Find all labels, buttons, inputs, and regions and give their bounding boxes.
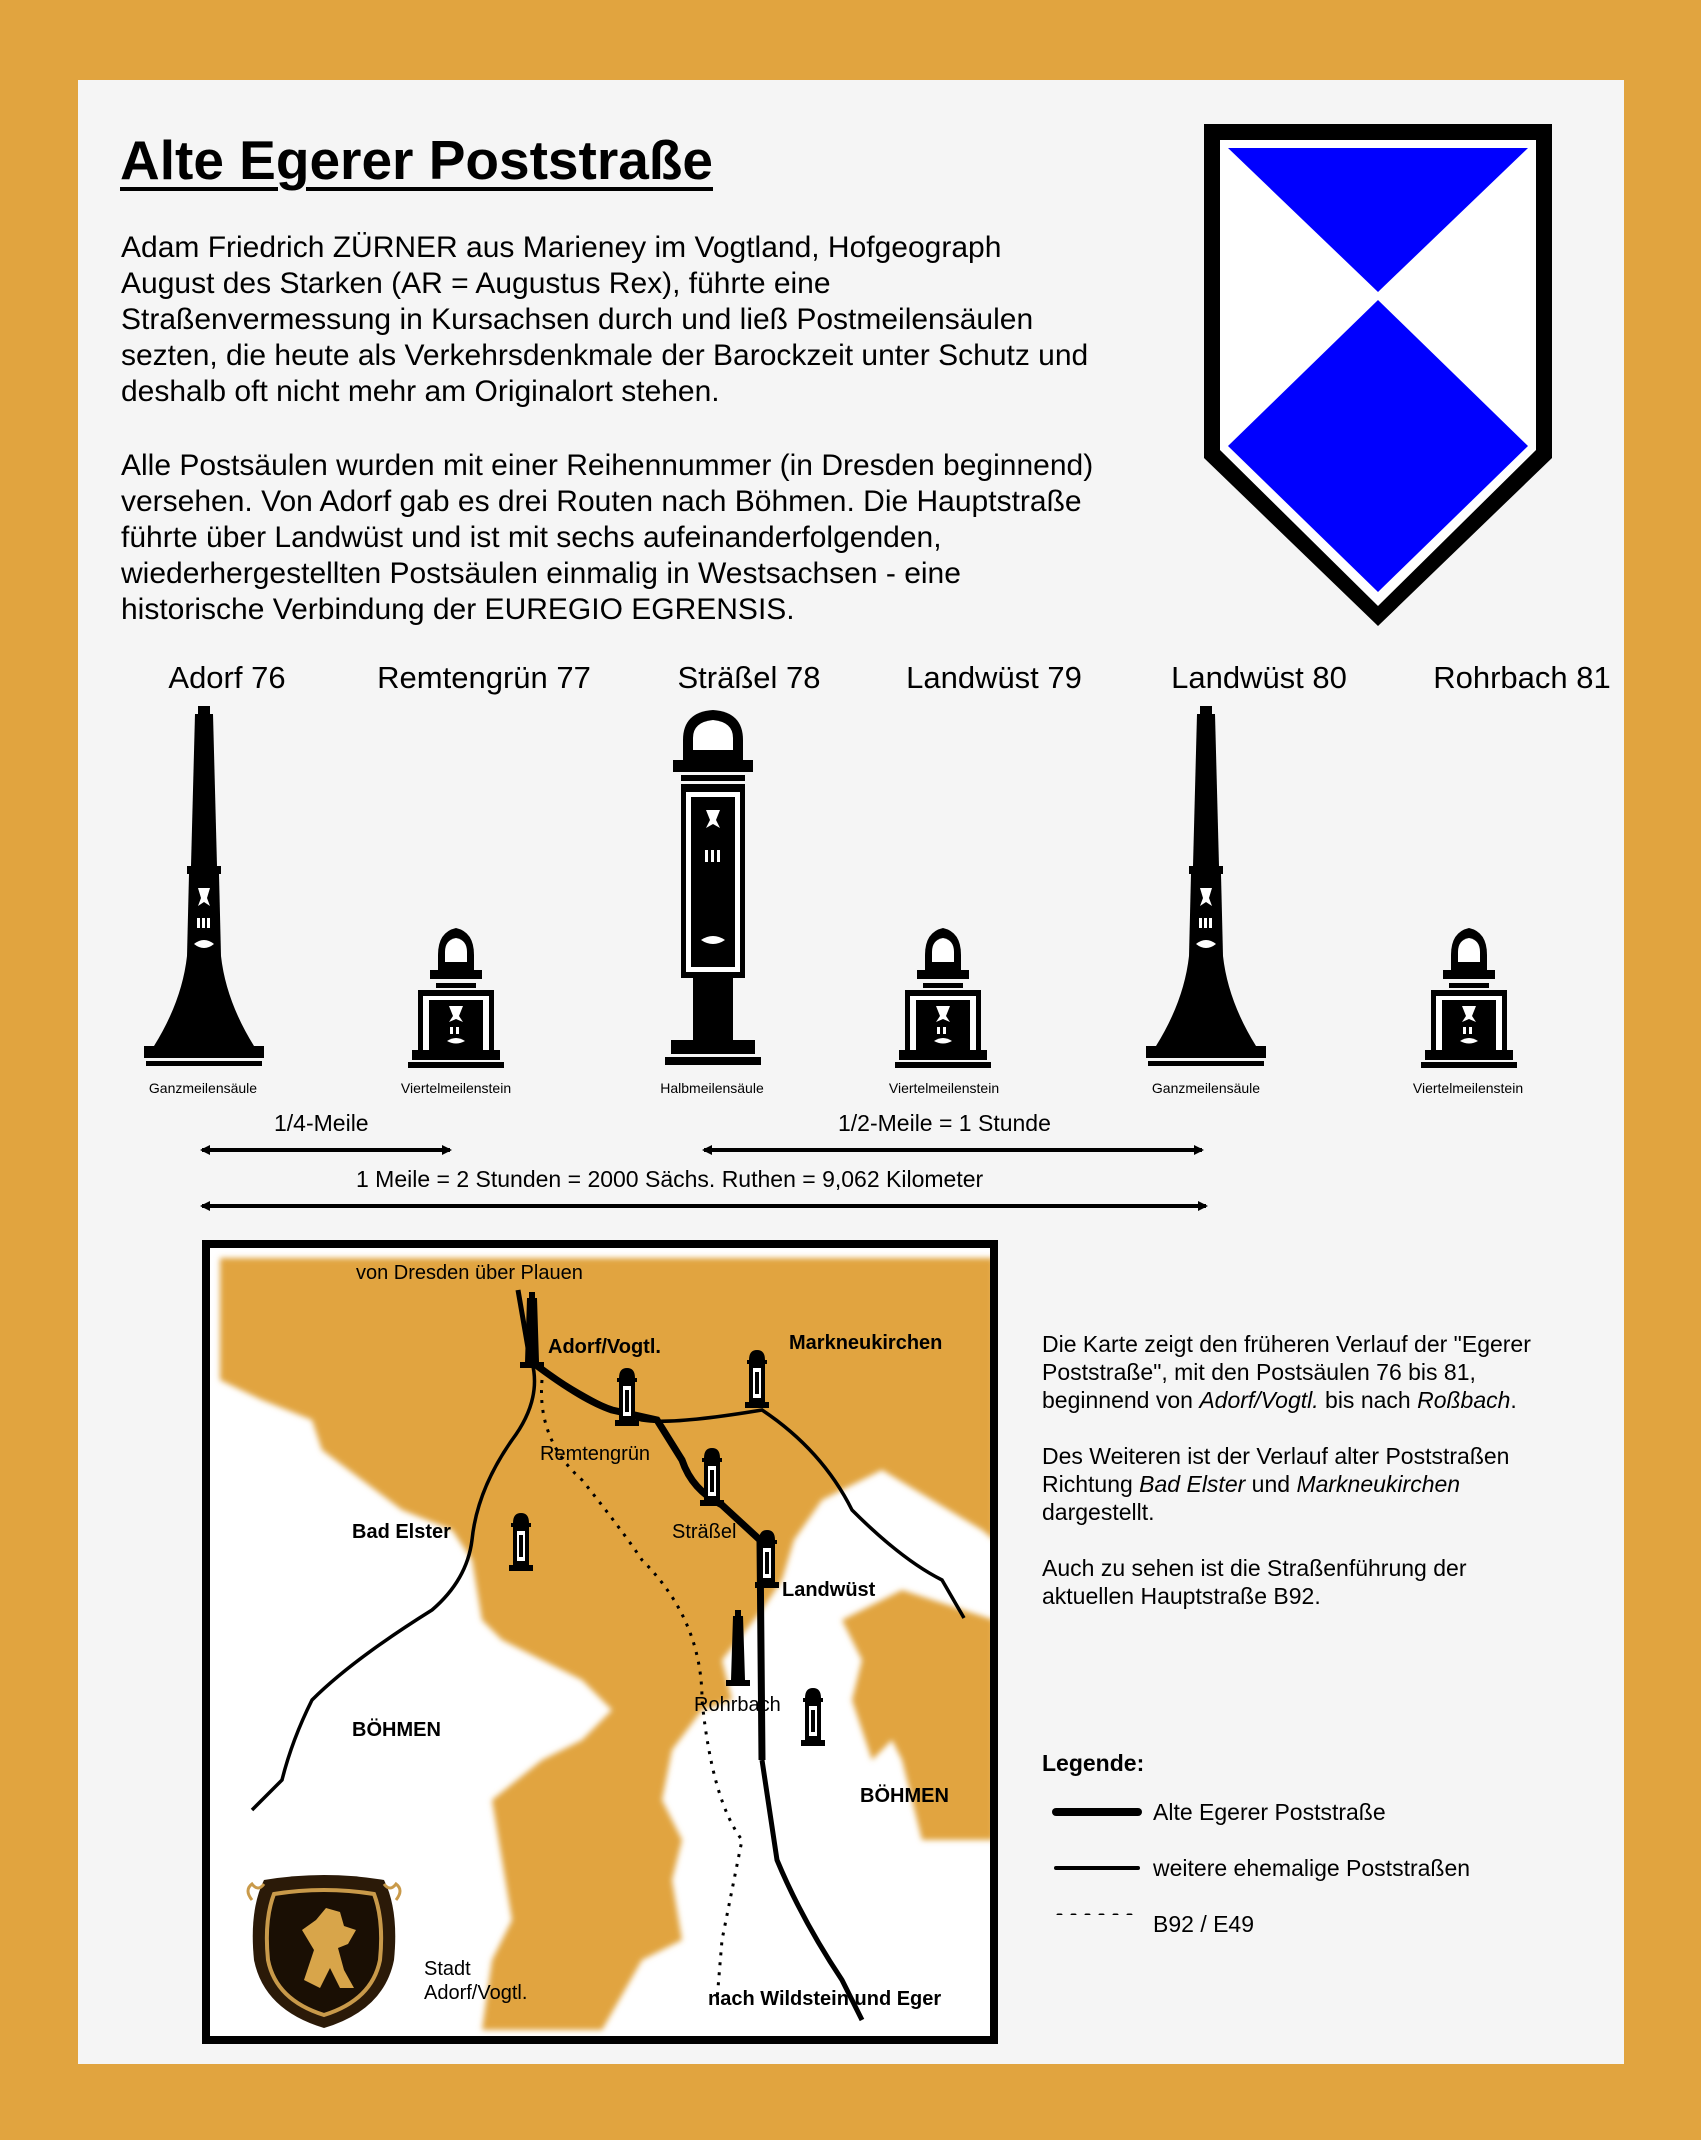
intro-line: historische Verbindung der EUREGIO EGRENSIS.	[121, 593, 795, 626]
route-map	[202, 1240, 998, 2044]
poster-panel	[78, 80, 1624, 2064]
adorf-coat-of-arms-icon	[244, 1870, 404, 2035]
map-label-bad-elster: Bad Elster	[352, 1521, 451, 1543]
intro-line: deshalb oft nicht mehr am Originalort stehen.	[121, 375, 720, 408]
column-name-rohrbach: Rohrbach 81	[1433, 660, 1611, 695]
column-name-landwuest-80: Landwüst 80	[1171, 660, 1347, 695]
intro-line: Straßenvermessung in Kursachsen durch und ließ Postmeilensäulen	[121, 303, 1034, 336]
map-label-stadt: Stadt	[424, 1958, 471, 1980]
column-type-caption: Viertelmeilenstein	[1412, 1080, 1524, 1096]
map-label-landwuest: Landwüst	[782, 1579, 876, 1601]
column-name-remtengruen: Remtengrün 77	[377, 660, 591, 695]
map-label-adorf: Adorf/Vogtl.	[548, 1336, 661, 1358]
legend-item-b92: B92 / E49	[1153, 1911, 1255, 1937]
intro-paragraph-1	[121, 230, 1121, 410]
map-label-rohrbach: Rohrbach	[694, 1694, 781, 1716]
legend-swatches	[1042, 1785, 1152, 1915]
coat-of-arms-shield-icon	[1198, 118, 1558, 638]
column-name-landwuest-79: Landwüst 79	[906, 660, 1082, 695]
scale-quarter-mile-label: 1/4-Meile	[274, 1110, 369, 1136]
column-type-caption: Halbmeilensäule	[660, 1080, 764, 1096]
intro-line: wiederhergestellten Postsäulen einmalig in Westsachsen - eine	[121, 557, 961, 590]
intro-line: führte über Landwüst und ist mit sechs aufeinanderfolgenden,	[121, 521, 942, 554]
intro-line: Adam Friedrich ZÜRNER aus Marieney im Vogtland, Hofgeograph	[121, 231, 1002, 264]
intro-line: sezten, die heute als Verkehrsdenkmale der Barockzeit unter Schutz und	[121, 339, 1089, 372]
scale-half-mile-label: 1/2-Meile = 1 Stunde	[838, 1110, 1051, 1136]
map-label-boehmen-west: BÖHMEN	[352, 1719, 441, 1741]
description-paragraph-3: Auch zu sehen ist die Straßenführung der aktuellen Hauptstraße B92.	[1042, 1555, 1467, 1609]
description-paragraph-2: Des Weiteren ist der Verlauf alter Poststraßen Richtung Bad Elster und Markneukirchen dargestellt.	[1042, 1443, 1510, 1525]
intro-line: versehen. Von Adorf gab es drei Routen nach Böhmen. Die Hauptstraße	[121, 485, 1082, 518]
column-type-caption: Viertelmeilenstein	[400, 1080, 512, 1096]
map-label-stadt-name: Adorf/Vogtl.	[424, 1982, 528, 2004]
column-type-caption: Viertelmeilenstein	[888, 1080, 1000, 1096]
legend-item-other-routes: weitere ehemalige Poststraßen	[1153, 1855, 1471, 1881]
map-label-to-eger: nach Wildstein und Eger	[708, 1988, 942, 2010]
column-type-caption: Ganzmeilensäule	[1151, 1080, 1261, 1096]
scale-full-mile-label: 1 Meile = 2 Stunden = 2000 Sächs. Ruthen = 9,062 Kilometer	[356, 1166, 984, 1192]
map-label-from-dresden: von Dresden über Plauen	[356, 1262, 583, 1284]
legend-item-main-route: Alte Egerer Poststraße	[1153, 1799, 1386, 1825]
column-name-adorf: Adorf 76	[168, 660, 286, 695]
map-label-boehmen-east: BÖHMEN	[860, 1785, 949, 1807]
intro-line: August des Starken (AR = Augustus Rex), führte eine	[121, 267, 831, 300]
column-name-straessel: Sträßel 78	[677, 660, 821, 695]
legend-title: Legende:	[1042, 1750, 1145, 1776]
column-type-caption: Ganzmeilensäule	[148, 1080, 258, 1096]
intro-line: Alle Postsäulen wurden mit einer Reihennummer (in Dresden beginnend)	[121, 449, 1094, 482]
intro-paragraph-2	[121, 448, 1121, 628]
map-label-remtengruen: Remtengrün	[540, 1443, 651, 1465]
map-label-straessel: Sträßel	[672, 1521, 737, 1543]
map-description	[1042, 1330, 1542, 1638]
description-paragraph-1: Die Karte zeigt den früheren Verlauf der "Egerer Poststraße", mit den Postsäulen 76 bis 81, beginnend von Adorf/Vogtl. bis nach Roßbach.	[1042, 1331, 1531, 1413]
page-title: Alte Egerer Poststraße	[120, 129, 713, 191]
postal-columns-row	[78, 700, 1624, 1080]
map-label-markneukirchen: Markneukirchen	[789, 1332, 943, 1354]
